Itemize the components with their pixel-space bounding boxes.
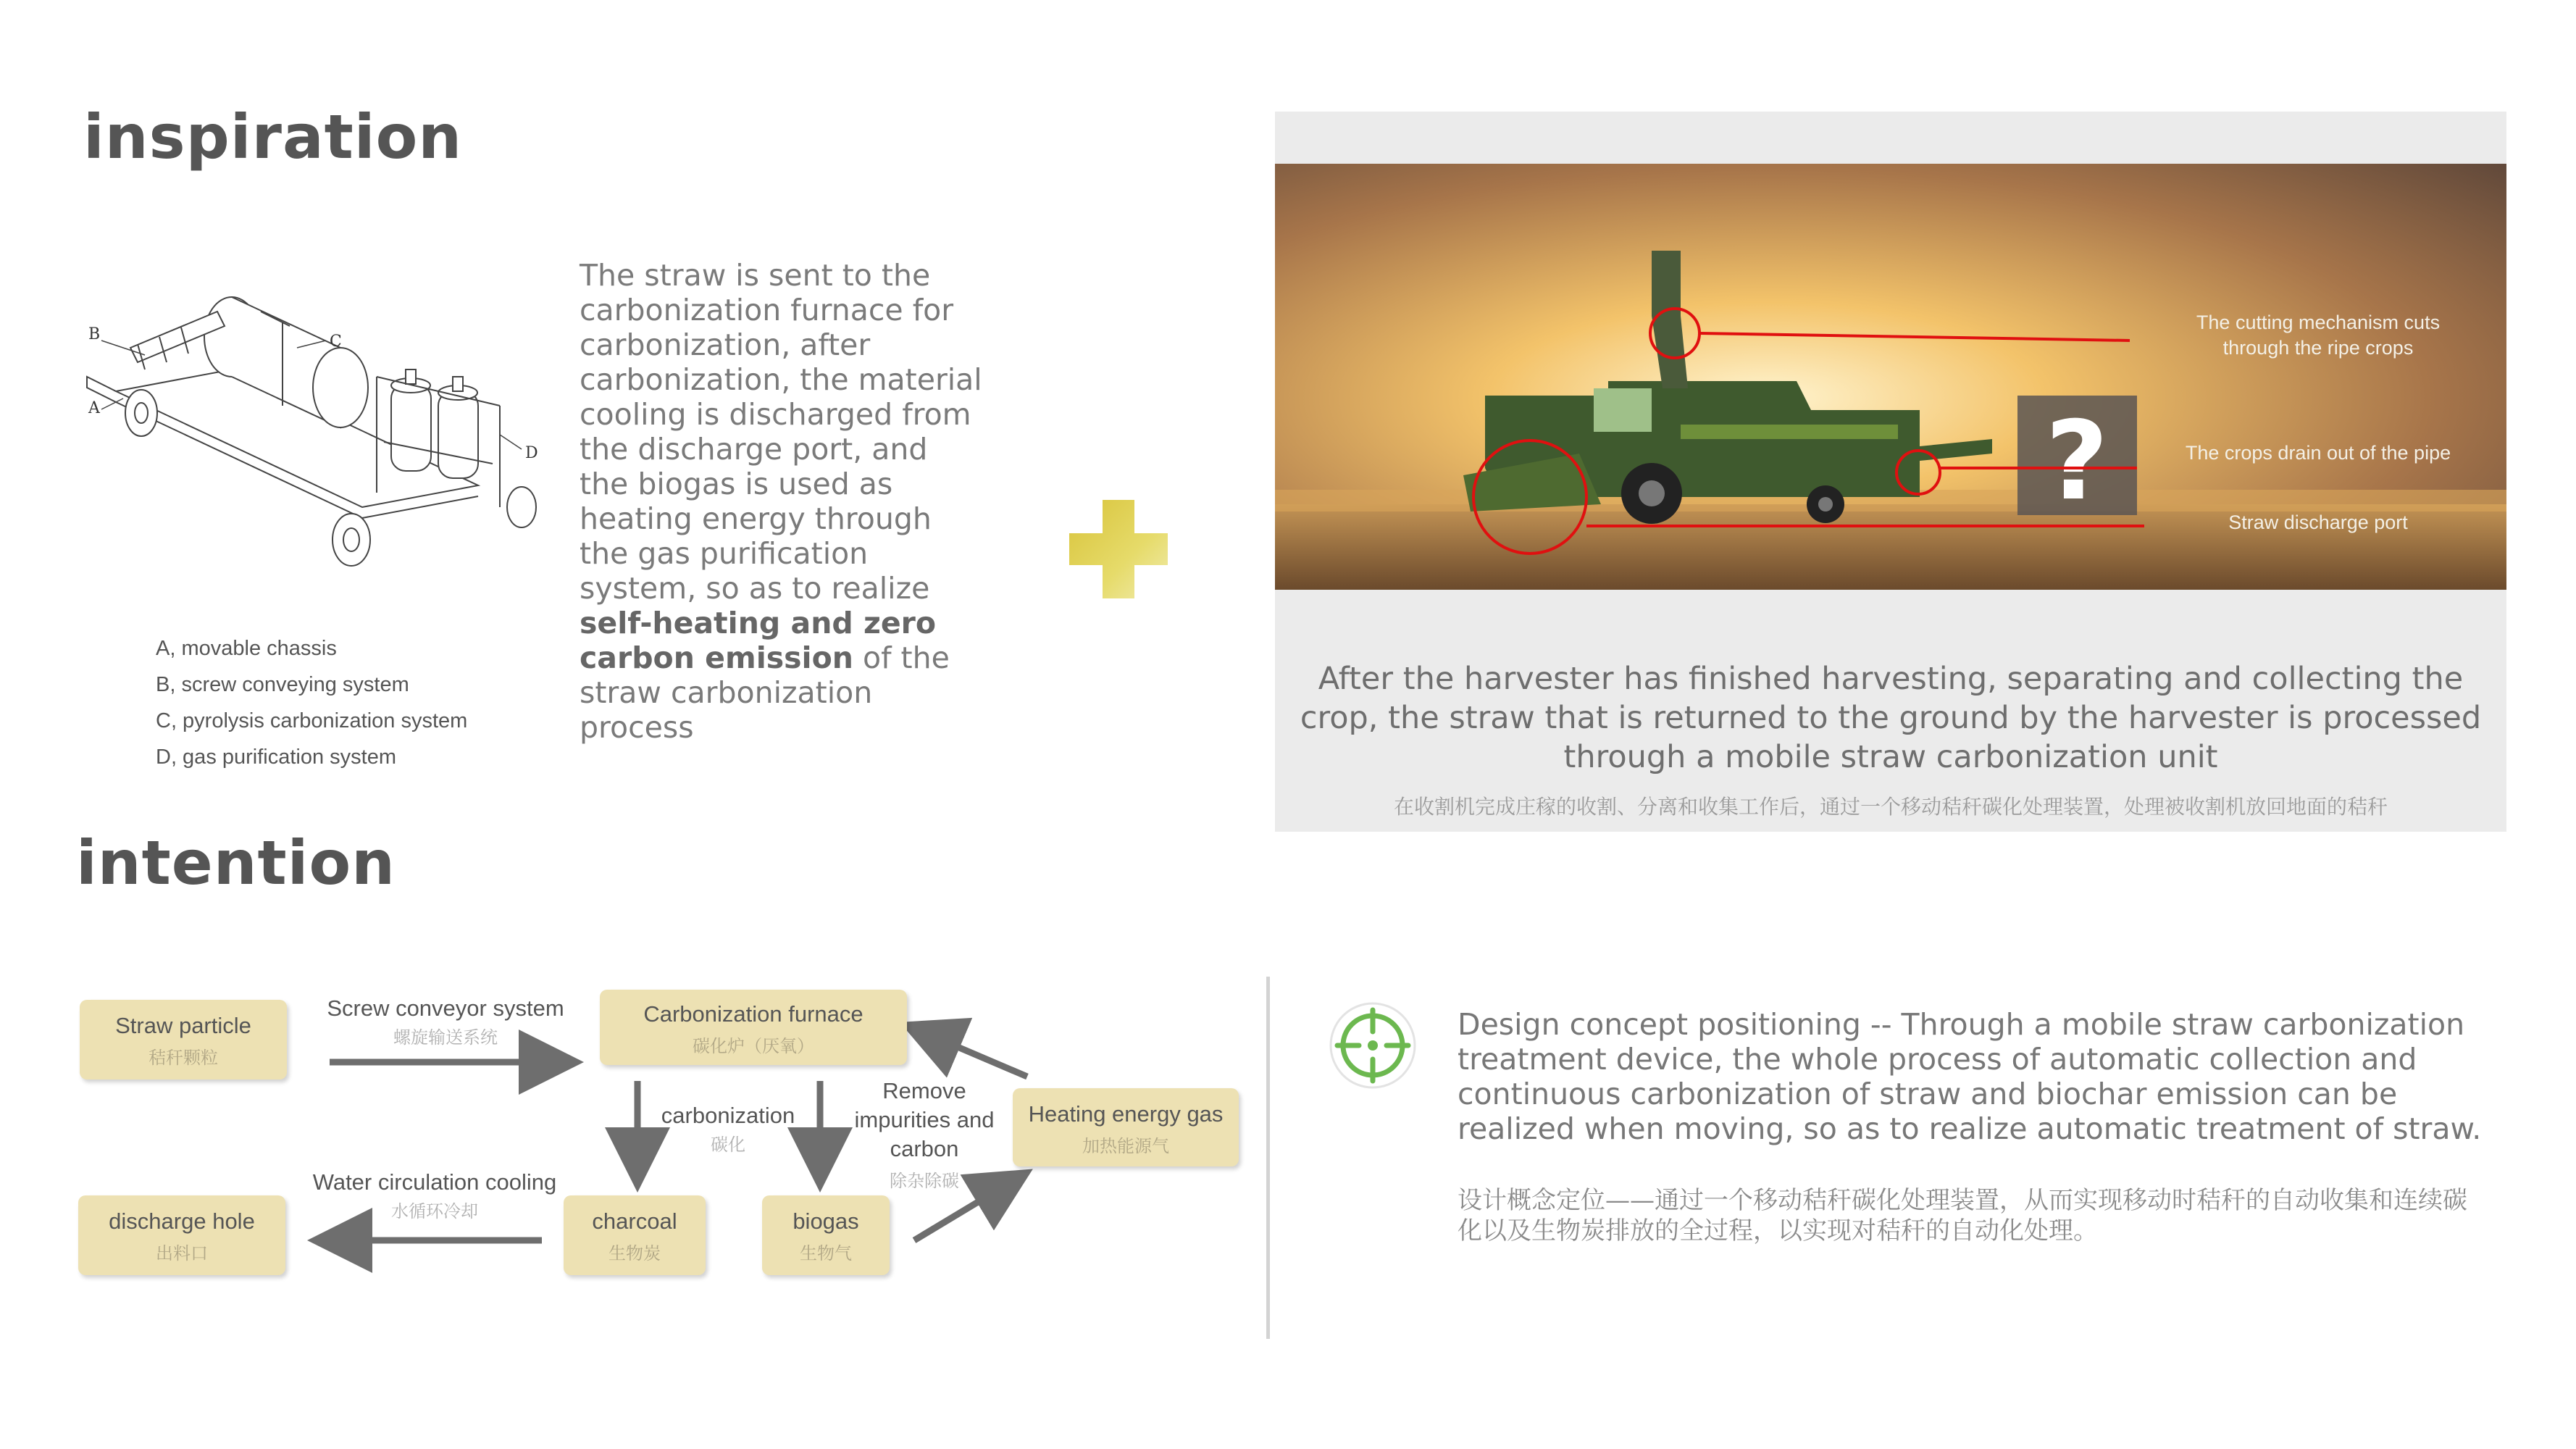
box-label-en: Carbonization furnace [643,1001,863,1027]
legend-item: B, screw conveying system [156,673,409,696]
box-charcoal [564,1195,706,1275]
box-carbonization-furnace [600,990,907,1065]
flow-label-cn: 除杂除碳 [890,1172,959,1191]
description-bold: self-heating and zero carbon emission [580,606,937,675]
box-label-cn: 生物气 [800,1244,852,1264]
box-biogas [762,1195,890,1275]
label-c: C [330,333,342,351]
box-label-en: charcoal [592,1208,677,1234]
flow-label-en: Screw conveyor system [327,995,564,1021]
label-d: D [525,444,538,462]
label-screw-conveyor [304,994,587,1048]
section-divider [1266,977,1270,1339]
callout-cutting: The cutting mechanism cuts through the ripe crops [2196,312,2441,359]
carbonization-machine-drawing [72,268,565,601]
label-b: B [88,325,101,343]
box-straw-particle [80,1000,287,1080]
flow-label-cn: 水循环冷却 [391,1202,478,1222]
flow-label-en: Remove impurities and carbon [854,1078,995,1161]
label-a: A [88,399,100,417]
photo-caption-cn: 在收割机完成庄稼的收割、分离和收集工作后，通过一个移动秸秆碳化处理装置，处理被收割机放回地面的秸秆 [1393,795,2388,819]
legend-item: C, pyrolysis carbonization system [156,709,468,732]
target-icon [1327,1000,1418,1091]
box-label-cn: 秸秆颗粒 [149,1048,218,1068]
design-concept-cn: 设计概念定位——通过一个移动秸秆碳化处理装置，从而实现移动时秸秆的自动收集和连续碳化以及生物炭排放的全过程，以实现对秸秆的自动化处理。 [1458,1186,2467,1245]
plus-icon [1069,500,1168,598]
box-label-cn: 出料口 [156,1244,208,1264]
box-label-en: biogas [793,1208,859,1234]
box-heating-energy-gas [1013,1088,1239,1166]
callout-discharge: Straw discharge port [2228,511,2408,533]
label-remove-impurities [839,1077,1010,1192]
box-label-en: Heating energy gas [1028,1101,1224,1127]
box-label-cn: 加热能源气 [1082,1137,1169,1156]
intention-title: intention [76,827,396,898]
box-label-en: discharge hole [109,1208,255,1234]
description-tail: of the straw carbonization process [580,640,950,745]
design-concept-en: Design concept positioning -- Through a mobile straw carbonization treatment device, the whole process of automatic collection and continuous carbonization of straw and biochar emission can be realized when moving, so as to realize automatic treatment of straw. [1458,1007,2482,1146]
photo-caption-en: After the harvester has finished harvesting, separating and collecting the crop, the straw that is returned to the ground by the harvester is processed through a mobile straw carbonization unit [1300,661,2482,775]
box-discharge-hole [78,1195,285,1275]
flow-label-en: carbonization [661,1103,795,1128]
legend-item: A, movable chassis [156,637,337,660]
question-mark: ? [2045,398,2109,525]
flow-label-cn: 螺旋输送系统 [393,1028,498,1048]
component-legend [156,630,467,775]
box-label-cn: 碳化炉（厌氧） [693,1037,814,1056]
inspiration-title: inspiration [83,101,463,172]
callout-pipe: The crops drain out of the pipe [2185,442,2451,464]
label-carbonization [648,1101,808,1156]
box-label-en: Straw particle [115,1013,251,1038]
label-water-cooling [290,1168,580,1222]
description-intro: The straw is sent to the carbonization furnace for carbonization, after carbonization, the material cooling is discharged from the discharge port, and the biogas is used as heating energy through the gas purification system, so as to realize [580,258,982,606]
box-label-cn: 生物炭 [609,1244,661,1264]
flow-label-cn: 碳化 [711,1135,745,1155]
flow-label-en: Water circulation cooling [312,1169,557,1195]
legend-item: D, gas purification system [156,746,397,769]
inspiration-description [580,258,985,745]
